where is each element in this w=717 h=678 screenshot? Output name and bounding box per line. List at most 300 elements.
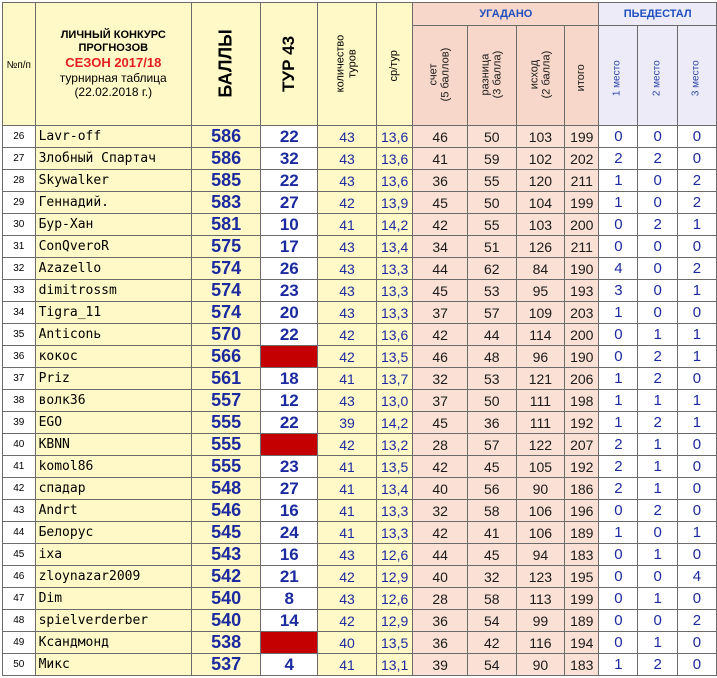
points-cell: 566 — [191, 346, 260, 368]
table-row — [3, 500, 717, 522]
rounds-count-cell: 41 — [318, 500, 377, 522]
table-row — [3, 632, 717, 654]
avg-cell: 13,6 — [376, 148, 413, 170]
avg-cell: 13,4 — [376, 478, 413, 500]
participant-name: ixa — [35, 544, 191, 566]
round-missing-cell — [261, 434, 318, 456]
outcome-cell: 103 — [516, 126, 565, 148]
podium-group-header: ПЬЕДЕСТАЛ — [599, 3, 717, 26]
total-cell: 186 — [565, 478, 599, 500]
total-cell: 203 — [565, 302, 599, 324]
participant-name: Микс — [35, 654, 191, 676]
total-cell: 196 — [565, 500, 599, 522]
round-points-cell: 21 — [261, 566, 318, 588]
avg-cell: 13,6 — [376, 324, 413, 346]
place3-cell: 0 — [677, 632, 716, 654]
table-row — [3, 324, 717, 346]
table-row — [3, 412, 717, 434]
place3-cell: 0 — [677, 302, 716, 324]
points-cell: 575 — [191, 236, 260, 258]
rank-cell: 49 — [3, 632, 36, 654]
points-cell: 570 — [191, 324, 260, 346]
participant-name: KBNN — [35, 434, 191, 456]
avg-cell: 13,3 — [376, 280, 413, 302]
avg-cell: 13,3 — [376, 522, 413, 544]
place3-cell: 1 — [677, 412, 716, 434]
points-cell: 574 — [191, 280, 260, 302]
score-cell: 39 — [413, 654, 468, 676]
place1-cell: 0 — [599, 236, 638, 258]
outcome-cell: 121 — [516, 368, 565, 390]
round-missing-cell — [261, 346, 318, 368]
score-cell: 46 — [413, 126, 468, 148]
outcome-cell: 114 — [516, 324, 565, 346]
table-row — [3, 566, 717, 588]
table-row — [3, 478, 717, 500]
place2-cell: 2 — [638, 214, 677, 236]
place3-cell: 1 — [677, 214, 716, 236]
total-cell: 198 — [565, 390, 599, 412]
diff-cell: 62 — [467, 258, 516, 280]
place1-cell: 1 — [599, 654, 638, 676]
table-row — [3, 434, 717, 456]
diff-cell: 50 — [467, 126, 516, 148]
place2-cell: 0 — [638, 170, 677, 192]
table-row — [3, 346, 717, 368]
contest-title-line2: ПРОГНОЗОВ — [78, 42, 149, 54]
points-cell: 548 — [191, 478, 260, 500]
rank-cell: 31 — [3, 236, 36, 258]
points-cell: 555 — [191, 434, 260, 456]
score-cell: 37 — [413, 302, 468, 324]
place1-cell: 0 — [599, 610, 638, 632]
place2-cell: 0 — [638, 302, 677, 324]
rank-cell: 41 — [3, 456, 36, 478]
points-cell: 542 — [191, 566, 260, 588]
avg-cell: 13,5 — [376, 346, 413, 368]
rank-cell: 39 — [3, 412, 36, 434]
outcome-cell: 111 — [516, 390, 565, 412]
place1-cell: 0 — [599, 214, 638, 236]
table-row — [3, 236, 717, 258]
place1-cell: 2 — [599, 478, 638, 500]
round-points-cell: 24 — [261, 522, 318, 544]
avg-cell: 13,3 — [376, 302, 413, 324]
diff-cell: 50 — [467, 390, 516, 412]
avg-cell: 13,5 — [376, 632, 413, 654]
num-column-header: №п/п — [3, 3, 36, 126]
place2-cell: 1 — [638, 588, 677, 610]
rank-cell: 45 — [3, 544, 36, 566]
total-cell: 199 — [565, 192, 599, 214]
place3-cell: 2 — [677, 192, 716, 214]
participant-name: Anticonь — [35, 324, 191, 346]
place1-cell: 4 — [599, 258, 638, 280]
score-cell: 44 — [413, 544, 468, 566]
table-row — [3, 148, 717, 170]
table-row — [3, 302, 717, 324]
place2-cell: 0 — [638, 280, 677, 302]
score-cell: 36 — [413, 610, 468, 632]
points-cell: 586 — [191, 148, 260, 170]
rounds-count-cell: 41 — [318, 456, 377, 478]
round-points-cell: 22 — [261, 170, 318, 192]
guessed-group-header: УГАДАНО — [413, 3, 599, 26]
place3-cell: 0 — [677, 456, 716, 478]
rounds-count-column-header: количество туров — [318, 3, 377, 126]
rank-cell: 37 — [3, 368, 36, 390]
place1-cell: 1 — [599, 390, 638, 412]
rounds-count-cell: 43 — [318, 126, 377, 148]
table-row — [3, 126, 717, 148]
score-cell: 40 — [413, 478, 468, 500]
diff-cell: 42 — [467, 632, 516, 654]
rounds-count-cell: 41 — [318, 368, 377, 390]
outcome-cell: 99 — [516, 610, 565, 632]
rounds-count-cell: 41 — [318, 214, 377, 236]
outcome-cell: 95 — [516, 280, 565, 302]
rank-cell: 47 — [3, 588, 36, 610]
participant-name: ConQveroR — [35, 236, 191, 258]
outcome-cell: 90 — [516, 654, 565, 676]
table-row — [3, 588, 717, 610]
points-cell: 583 — [191, 192, 260, 214]
place2-column-header: 2 место — [638, 26, 677, 126]
place2-cell: 2 — [638, 654, 677, 676]
rounds-count-cell: 39 — [318, 412, 377, 434]
points-cell: 585 — [191, 170, 260, 192]
rank-cell: 48 — [3, 610, 36, 632]
diff-cell: 56 — [467, 478, 516, 500]
round-points-cell: 10 — [261, 214, 318, 236]
rounds-count-cell: 43 — [318, 544, 377, 566]
participant-name: Геннадий. — [35, 192, 191, 214]
place3-cell: 1 — [677, 324, 716, 346]
participant-name: komol86 — [35, 456, 191, 478]
score-cell: 37 — [413, 390, 468, 412]
table-row — [3, 368, 717, 390]
place2-cell: 0 — [638, 192, 677, 214]
total-cell: 199 — [565, 588, 599, 610]
score-cell: 44 — [413, 258, 468, 280]
place2-cell: 0 — [638, 610, 677, 632]
avg-cell: 13,6 — [376, 170, 413, 192]
avg-cell: 12,9 — [376, 610, 413, 632]
round-missing-cell — [261, 632, 318, 654]
rank-cell: 43 — [3, 500, 36, 522]
round-points-cell: 22 — [261, 324, 318, 346]
points-cell: 561 — [191, 368, 260, 390]
score-cell: 36 — [413, 632, 468, 654]
place1-cell: 1 — [599, 412, 638, 434]
place1-cell: 0 — [599, 346, 638, 368]
avg-cell: 13,3 — [376, 500, 413, 522]
place3-cell: 4 — [677, 566, 716, 588]
diff-cell: 53 — [467, 368, 516, 390]
diff-cell: 53 — [467, 280, 516, 302]
rank-cell: 28 — [3, 170, 36, 192]
score-cell: 45 — [413, 412, 468, 434]
outcome-cell: 111 — [516, 412, 565, 434]
participant-name: Ксандмонд — [35, 632, 191, 654]
diff-cell: 45 — [467, 544, 516, 566]
avg-cell: 13,2 — [376, 434, 413, 456]
place2-cell: 1 — [638, 544, 677, 566]
outcome-cell: 102 — [516, 148, 565, 170]
place2-cell: 0 — [638, 522, 677, 544]
contest-title-line1: ЛИЧНЫЙ КОНКУРС — [60, 29, 166, 41]
date-label: (22.02.2018 г.) — [74, 85, 153, 99]
total-cell: 202 — [565, 148, 599, 170]
total-cell: 199 — [565, 126, 599, 148]
title-block — [35, 3, 191, 126]
total-cell: 206 — [565, 368, 599, 390]
total-cell: 183 — [565, 544, 599, 566]
points-cell: 581 — [191, 214, 260, 236]
points-cell: 574 — [191, 302, 260, 324]
avg-cell: 12,9 — [376, 566, 413, 588]
table-row — [3, 192, 717, 214]
outcome-cell: 90 — [516, 478, 565, 500]
rank-cell: 33 — [3, 280, 36, 302]
table-row — [3, 522, 717, 544]
rank-cell: 44 — [3, 522, 36, 544]
season-label: СЕЗОН 2017/18 — [65, 55, 162, 70]
diff-cell: 41 — [467, 522, 516, 544]
points-cell: 537 — [191, 654, 260, 676]
outcome-cell: 126 — [516, 236, 565, 258]
place3-cell: 1 — [677, 346, 716, 368]
outcome-cell: 116 — [516, 632, 565, 654]
points-column-header: БАЛЛЫ — [191, 3, 260, 126]
round-points-cell: 27 — [261, 192, 318, 214]
avg-column-header: ср/тур — [376, 3, 413, 126]
round-points-cell: 14 — [261, 610, 318, 632]
table-row — [3, 654, 717, 676]
place1-cell: 0 — [599, 500, 638, 522]
diff-cell: 45 — [467, 456, 516, 478]
total-cell: 183 — [565, 654, 599, 676]
participant-name: Бур-Хан — [35, 214, 191, 236]
table-row — [3, 214, 717, 236]
place2-cell: 1 — [638, 456, 677, 478]
points-cell: 555 — [191, 412, 260, 434]
place1-cell: 2 — [599, 456, 638, 478]
rank-cell: 29 — [3, 192, 36, 214]
avg-cell: 12,6 — [376, 544, 413, 566]
participant-name: волк36 — [35, 390, 191, 412]
round-column-header: ТУР 43 — [261, 3, 318, 126]
rounds-count-cell: 43 — [318, 588, 377, 610]
participant-name: Dim — [35, 588, 191, 610]
place1-cell: 0 — [599, 566, 638, 588]
outcome-cell: 94 — [516, 544, 565, 566]
place2-cell: 0 — [638, 236, 677, 258]
place3-cell: 1 — [677, 390, 716, 412]
place1-column-header: 1 место — [599, 26, 638, 126]
round-points-cell: 26 — [261, 258, 318, 280]
score-cell: 28 — [413, 434, 468, 456]
table-row — [3, 390, 717, 412]
participant-name: Злобный Спартач — [35, 148, 191, 170]
rank-cell: 27 — [3, 148, 36, 170]
total-cell: 211 — [565, 170, 599, 192]
points-cell: 545 — [191, 522, 260, 544]
table-row — [3, 610, 717, 632]
rank-cell: 42 — [3, 478, 36, 500]
place2-cell: 2 — [638, 412, 677, 434]
round-points-cell: 8 — [261, 588, 318, 610]
round-points-cell: 17 — [261, 236, 318, 258]
total-cell: 193 — [565, 280, 599, 302]
avg-cell: 13,9 — [376, 192, 413, 214]
rank-cell: 46 — [3, 566, 36, 588]
round-points-cell: 20 — [261, 302, 318, 324]
rounds-count-cell: 43 — [318, 280, 377, 302]
round-points-cell: 27 — [261, 478, 318, 500]
participant-name: Lavr-off — [35, 126, 191, 148]
rounds-count-cell: 41 — [318, 654, 377, 676]
outcome-cell: 109 — [516, 302, 565, 324]
place2-cell: 0 — [638, 126, 677, 148]
diff-cell: 58 — [467, 500, 516, 522]
participant-name: EGO — [35, 412, 191, 434]
place1-cell: 2 — [599, 434, 638, 456]
place2-cell: 2 — [638, 500, 677, 522]
place1-cell: 0 — [599, 324, 638, 346]
rank-cell: 30 — [3, 214, 36, 236]
place1-cell: 1 — [599, 302, 638, 324]
participant-name: Azazello — [35, 258, 191, 280]
outcome-cell: 96 — [516, 346, 565, 368]
table-row — [3, 456, 717, 478]
round-points-cell: 32 — [261, 148, 318, 170]
diff-cell: 51 — [467, 236, 516, 258]
score-cell: 45 — [413, 280, 468, 302]
total-cell: 200 — [565, 214, 599, 236]
place3-cell: 0 — [677, 148, 716, 170]
points-cell: 540 — [191, 610, 260, 632]
participant-name: спадар — [35, 478, 191, 500]
place2-cell: 1 — [638, 324, 677, 346]
place3-cell: 0 — [677, 126, 716, 148]
participant-name: dimitrossm — [35, 280, 191, 302]
rounds-count-cell: 43 — [318, 148, 377, 170]
total-cell: 190 — [565, 258, 599, 280]
diff-cell: 54 — [467, 610, 516, 632]
subtitle-line1: турнирная таблица — [59, 71, 167, 85]
avg-cell: 13,1 — [376, 654, 413, 676]
place2-cell: 2 — [638, 346, 677, 368]
round-points-cell: 22 — [261, 412, 318, 434]
diff-cell: 57 — [467, 434, 516, 456]
table-row — [3, 170, 717, 192]
total-cell: 192 — [565, 412, 599, 434]
place3-cell: 1 — [677, 522, 716, 544]
total-cell: 194 — [565, 632, 599, 654]
participant-name: zloynazar2009 — [35, 566, 191, 588]
score-cell: 42 — [413, 522, 468, 544]
avg-cell: 13,7 — [376, 368, 413, 390]
place1-cell: 2 — [599, 148, 638, 170]
points-cell: 557 — [191, 390, 260, 412]
rank-cell: 40 — [3, 434, 36, 456]
rank-cell: 50 — [3, 654, 36, 676]
diff-column-header: разница (3 балла) — [467, 26, 516, 126]
outcome-cell: 122 — [516, 434, 565, 456]
place3-cell: 0 — [677, 368, 716, 390]
diff-cell: 59 — [467, 148, 516, 170]
diff-cell: 32 — [467, 566, 516, 588]
place2-cell: 1 — [638, 390, 677, 412]
participant-name: Priz — [35, 368, 191, 390]
place2-cell: 0 — [638, 258, 677, 280]
table-row — [3, 544, 717, 566]
rounds-count-cell: 42 — [318, 346, 377, 368]
score-cell: 41 — [413, 148, 468, 170]
place3-cell: 0 — [677, 236, 716, 258]
outcome-cell: 106 — [516, 522, 565, 544]
total-cell: 192 — [565, 456, 599, 478]
rounds-count-cell: 43 — [318, 236, 377, 258]
avg-cell: 14,2 — [376, 412, 413, 434]
place2-cell: 1 — [638, 478, 677, 500]
participant-name: кокос — [35, 346, 191, 368]
points-cell: 574 — [191, 258, 260, 280]
outcome-cell: 103 — [516, 214, 565, 236]
place1-cell: 1 — [599, 368, 638, 390]
place3-cell: 0 — [677, 434, 716, 456]
place3-cell: 0 — [677, 478, 716, 500]
rounds-count-cell: 41 — [318, 522, 377, 544]
place1-cell: 1 — [599, 170, 638, 192]
rank-cell: 34 — [3, 302, 36, 324]
diff-cell: 55 — [467, 214, 516, 236]
table-row — [3, 280, 717, 302]
participant-name: Tigra_11 — [35, 302, 191, 324]
score-cell: 42 — [413, 456, 468, 478]
rounds-count-cell: 42 — [318, 324, 377, 346]
participant-name: Skywalker — [35, 170, 191, 192]
round-points-cell: 18 — [261, 368, 318, 390]
rounds-count-cell: 42 — [318, 434, 377, 456]
rounds-count-cell: 43 — [318, 302, 377, 324]
diff-cell: 50 — [467, 192, 516, 214]
place3-cell: 2 — [677, 170, 716, 192]
score-cell: 28 — [413, 588, 468, 610]
place3-cell: 0 — [677, 654, 716, 676]
outcome-cell: 104 — [516, 192, 565, 214]
place3-cell: 0 — [677, 544, 716, 566]
rank-cell: 35 — [3, 324, 36, 346]
place1-cell: 0 — [599, 632, 638, 654]
place1-cell: 1 — [599, 192, 638, 214]
place2-cell: 0 — [638, 566, 677, 588]
score-cell: 36 — [413, 170, 468, 192]
avg-cell: 12,6 — [376, 588, 413, 610]
outcome-cell: 105 — [516, 456, 565, 478]
table-row — [3, 258, 717, 280]
total-cell: 189 — [565, 610, 599, 632]
points-cell: 546 — [191, 500, 260, 522]
diff-cell: 48 — [467, 346, 516, 368]
place1-cell: 0 — [599, 544, 638, 566]
standings-table — [2, 2, 717, 676]
place2-cell: 2 — [638, 368, 677, 390]
participant-name: Andrt — [35, 500, 191, 522]
score-cell: 42 — [413, 324, 468, 346]
outcome-cell: 106 — [516, 500, 565, 522]
